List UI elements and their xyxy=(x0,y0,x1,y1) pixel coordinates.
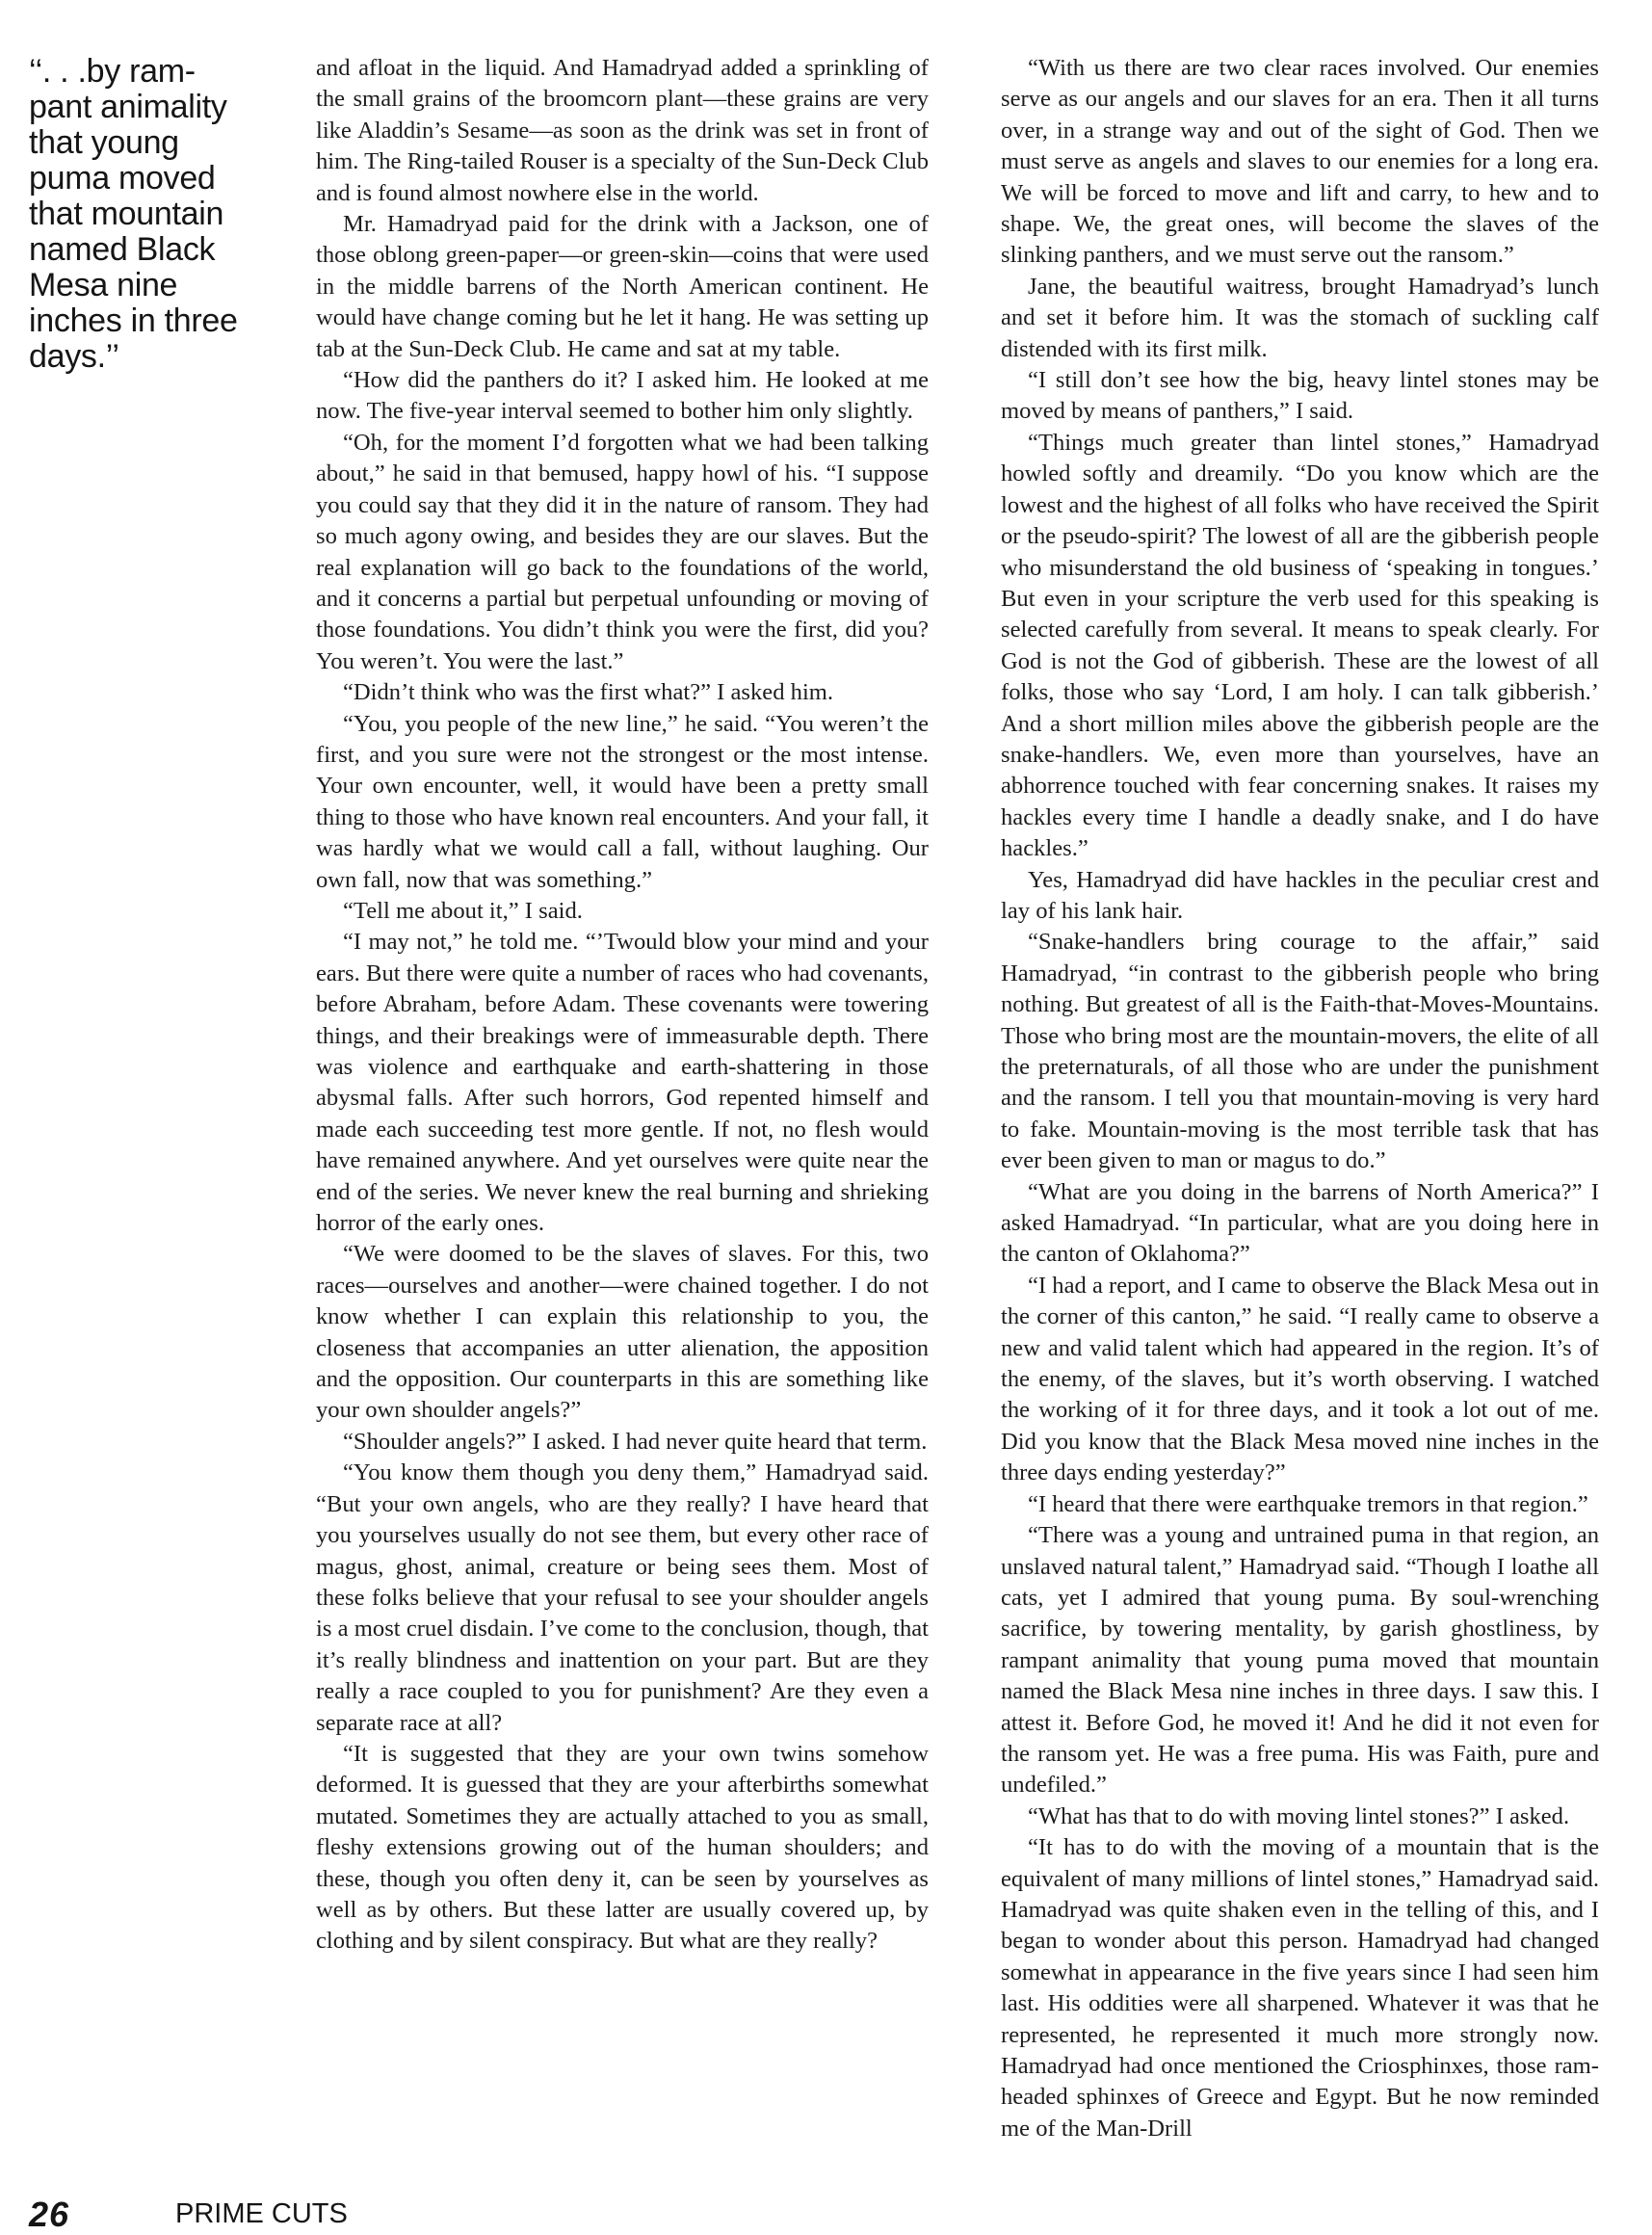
paragraph: “Things much greater than lintel stones,” Hamadryad howled softly and dreamily. “Do you know which are the lowest and the highest of all folks who have received the Spirit or the pseudo-spirit? The lowest of all are the gibberish people who misunderstand the old business of ‘speaking in tongues.’ But even in your scripture the verb used for this speaking is selected carefully from several. It means to speak clearly. For God is not the God of gibberish. These are the lowest of all folks, those who say ‘Lord, I am holy. I can talk gibberish.’ And a short million miles above the gibberish people are the snake-handlers. We, even more than yourselves, have an abhorrence touched with fear concerning snakes. It raises my hackles every time I handle a deadly snake, and I do have hackles.” xyxy=(1001,429,1599,862)
paragraph: “We were doomed to be the slaves of slaves. For this, two races—ourselves and another—were chained together. I do not know whether I can explain this relationship to you, the closeness that accompanies an utter alienation, the apposition and the opposition. Our counterparts in this are something like your own shoulder angels?” xyxy=(316,1241,929,1424)
paragraph: “Didn’t think who was the first what?” I asked him. xyxy=(343,679,834,706)
paragraph: “What has that to do with moving lintel stones?” I asked. xyxy=(1028,1802,1570,1829)
paragraph: “There was a young and untrained puma in that region, an unslaved natural talent,” Hamadryad said. “Though I loathe all cats, yet I admired that young puma. By soul-wrenching sacrifice, by towering mentality, by garish ghostliness, by rampant animality that young puma moved that mountain named the Black Mesa nine inches in three days. I saw this. I attest it. Before God, he moved it! And he did it not even for the ransom yet. He was a free puma. His was Faith, pure and undefiled.” xyxy=(1001,1522,1599,1799)
text-column-left xyxy=(316,53,929,1958)
paragraph: “How did the panthers do it? I asked him. He looked at me now. The five-year interval seemed to bother him only slightly. xyxy=(316,367,929,425)
paragraph: “Oh, for the moment I’d forgotten what we had been talking about,” he said in that bemused, happy howl of his. “I suppose you could say that they did it in the nature of ransom. They had so much agony owing, and besides they are our slaves. But the real explanation will go back to the foundations of the world, and it concerns a partial but perpetual unfounding or moving of those foundations. You didn’t think you were the first, did you? You weren’t. You were the last.” xyxy=(316,429,929,674)
paragraph: “Tell me about it,” I said. xyxy=(343,897,583,924)
paragraph: “Snake-handlers bring courage to the affair,” said Hamadryad, “in contrast to the gibberish people who bring nothing. But greatest of all is the Faith-that-Moves-Mountains. Those who bring most are the mountain-movers, the elite of all the preternaturals, of all those who are under the punishment and the ransom. I tell you that mountain-moving is very hard to fake. Mountain-moving is the most terrible task that has ever been given to man or magus to do.” xyxy=(1001,929,1599,1174)
paragraph: and afloat in the liquid. And Hamadryad added a sprinkling of the small grains of the broomcorn plant—these grains are very like Aladdin’s Sesame—as soon as the drink was set in front of him. The Ring-tailed Rouser is a specialty of the Sun-Deck Club and is found almost nowhere else in the world. xyxy=(316,55,929,206)
paragraph: “I heard that there were earthquake tremors in that region.” xyxy=(1028,1490,1588,1517)
paragraph: “Shoulder angels?” I asked. I had never quite heard that term. xyxy=(343,1428,928,1455)
paragraph: “It is suggested that they are your own twins somehow deformed. It is guessed that they are your afterbirths somewhat mutated. Sometimes they are actually attached to you as small, fleshy extensions growing out of the human shoulders; and these, though you often deny it, can be seen by yourselves as well as by others. But these latter are usually covered up, by clothing and by silent conspiracy. But what are they really? xyxy=(316,1740,929,1955)
pull-quote: ‘‘. . .by ram- pant animality that young puma moved that mountain named Black Mesa nine inches in three days.’’ xyxy=(29,53,238,375)
paragraph: “With us there are two clear races involved. Our enemies serve as our angels and our slaves for an era. Then it all turns over, in a strange way and out of the sight of God. Then we must serve as angels and slaves to our enemies for a long era. We will be forced to move and lift and carry, to hew and to shape. We, the great ones, will become the slaves of the slinking panthers, and we must serve out the ransom.” xyxy=(1001,55,1599,269)
paragraph: “It has to do with the moving of a mountain that is the equivalent of many millions of lintel stones,” Hamadryad said. Hamadryad was quite shaken even in the telling of this, and I began to wonder about this person. Hamadryad had changed somewhat in appearance in the five years since I had seen him last. His oddities were all sharpened. Whatever it was that he represented, he represented it much more strongly now. Hamadryad had once mentioned the Criosphinxes, those ram-headed sphinxes of Greece and Egypt. But he now reminded me of the Man-Drill xyxy=(1001,1834,1599,2142)
paragraph: “I had a report, and I came to observe the Black Mesa out in the corner of this canton,” he said. “I really came to observe a new and valid talent which had appeared in the region. It’s of the enemy, of the slaves, but it’s worth observing. I watched the working of it for three days, and it took a lot out of me. Did you know that the Black Mesa moved nine inches in the three days ending yesterday?” xyxy=(1001,1272,1599,1486)
paragraph: “What are you doing in the barrens of North America?” I asked Hamadryad. “In particular, what are you doing here in the canton of Oklahoma?” xyxy=(1001,1178,1599,1268)
text-column-right xyxy=(1001,53,1599,2144)
paragraph: “I may not,” he told me. “’Twould blow your mind and your ears. But there were quite a number of races who had covenants, before Abraham, before Adam. These covenants were towering things, and their breakings were of immeasurable depth. There was violence and earthquake and earth-shattering in those abysmal falls. After such horrors, God repented himself and made each succeeding test more gentle. If not, no flesh would have remained anywhere. And yet ourselves were quite near the end of the series. We never knew the real burning and shrieking horror of the early ones. xyxy=(316,929,929,1237)
paragraph: Jane, the beautiful waitress, brought Hamadryad’s lunch and set it before him. It was the stomach of suckling calf distended with its first milk. xyxy=(1001,273,1599,362)
paragraph: “I still don’t see how the big, heavy lintel stones may be moved by means of panthers,” I said. xyxy=(1001,367,1599,425)
paragraph: “You know them though you deny them,” Hamadryad said. “But your own angels, who are they really? I have heard that you yourselves usually do not see them, but every other race of magus, ghost, animal, creature or being sees them. Most of these folks believe that your refusal to see your shoulder angels is a most cruel disdain. I’ve come to the conclusion, though, that it’s really blindness and inattention on your part. But are they really a race coupled to you for punishment? Are they even a separate race at all? xyxy=(316,1459,929,1736)
page-number: 26 xyxy=(29,2195,70,2234)
paragraph: “You, you people of the new line,” he said. “You weren’t the first, and you sure were not the strongest or the most intense. Your own encounter, well, it would have been a pretty small thing to those who have known real encounters. And your fall, it was hardly what we would call a fall, without laughing. Our own fall, now that was something.” xyxy=(316,710,929,893)
paragraph: Yes, Hamadryad did have hackles in the peculiar crest and lay of his lank hair. xyxy=(1001,866,1599,924)
running-title: PRIME CUTS xyxy=(175,2198,348,2229)
paragraph: Mr. Hamadryad paid for the drink with a Jackson, one of those oblong green-paper—or green-skin—coins that were used in the middle barrens of the North American continent. He would have change coming but he let it hang. He was setting up tab at the Sun-Deck Club. He came and sat at my table. xyxy=(316,211,929,362)
